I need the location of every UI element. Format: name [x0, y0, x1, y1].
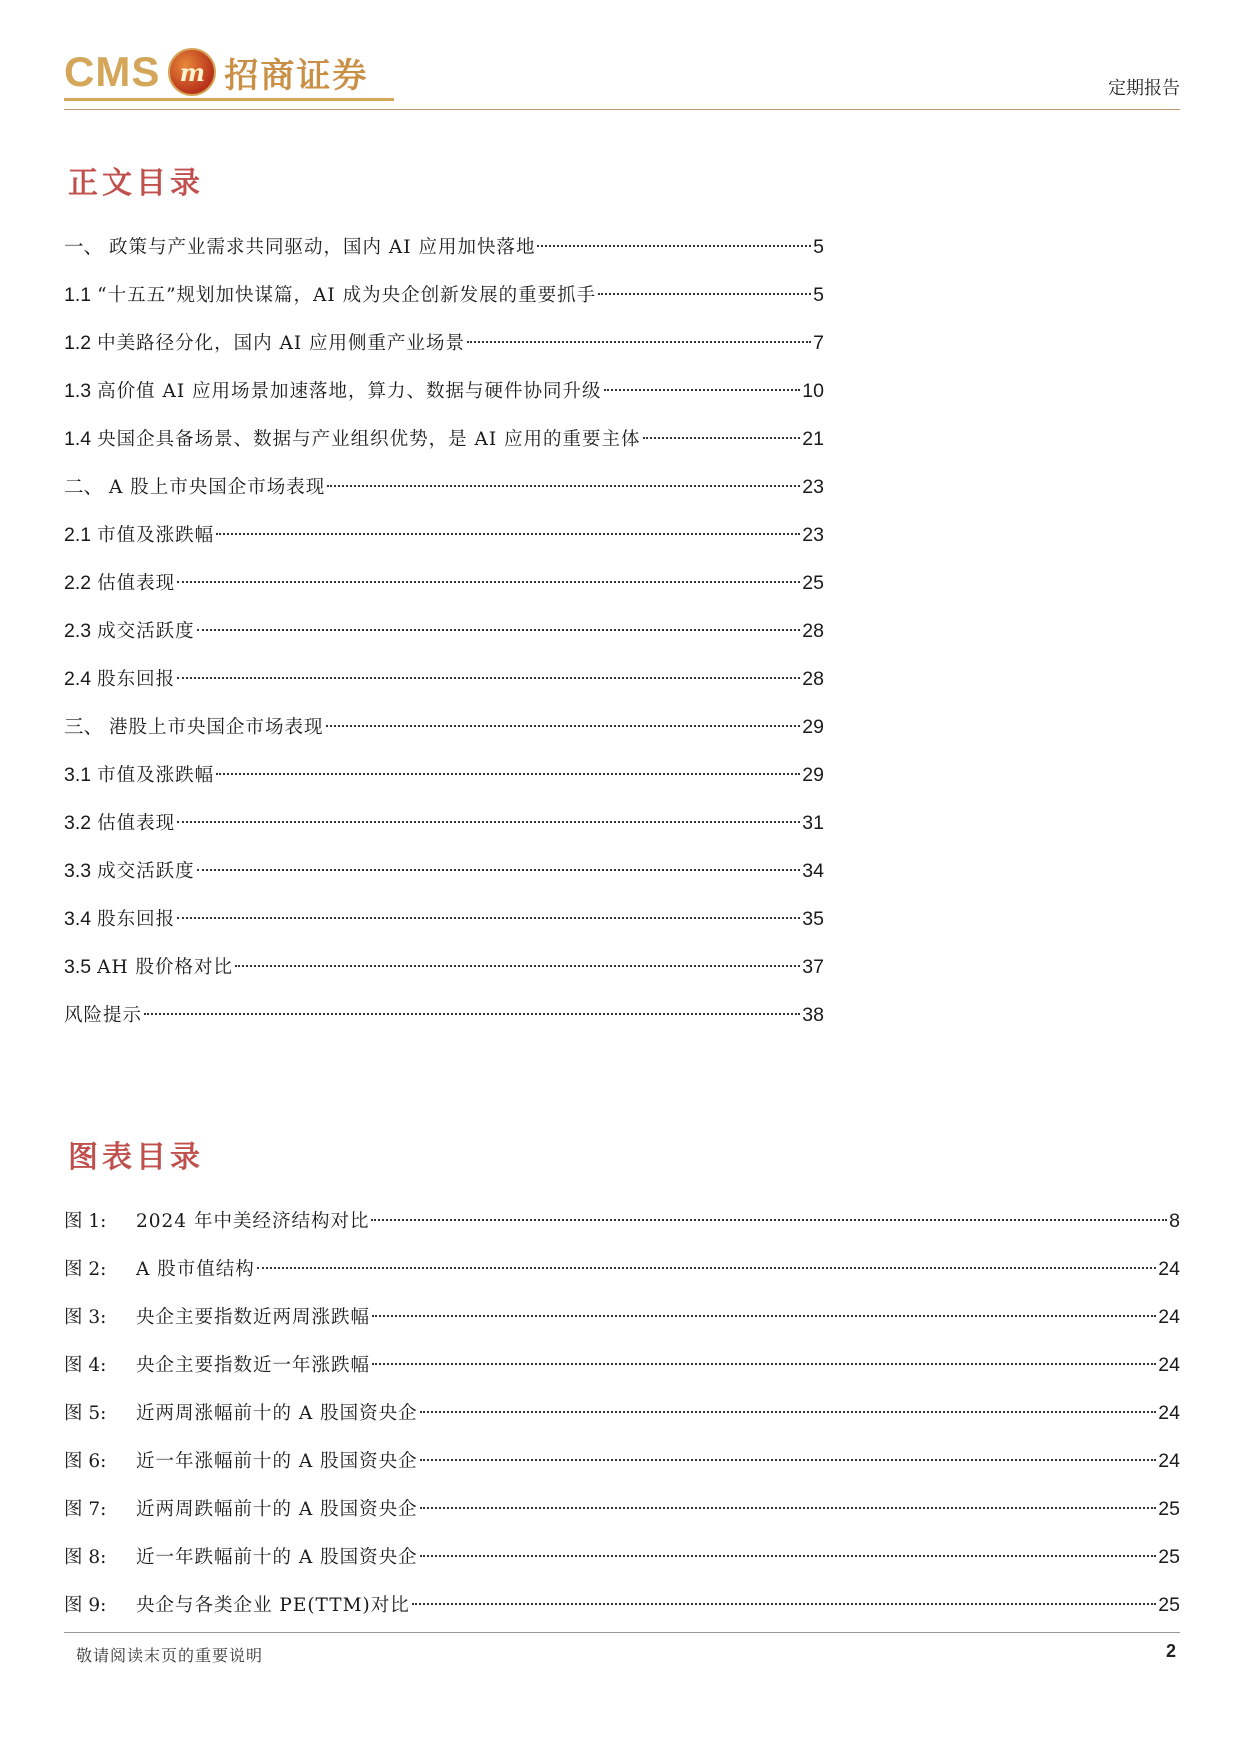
footer-notice: 敬请阅读末页的重要说明	[76, 1646, 264, 1665]
main-toc-title: 正文目录	[68, 166, 204, 201]
toc-leader-dots	[327, 485, 800, 487]
figure-entry-number: 图 6:	[64, 1451, 107, 1472]
toc-entry-label: 成交活跃度	[97, 621, 195, 642]
figure-entry[interactable]	[64, 1245, 1180, 1293]
toc-entry-number: 3.3	[64, 860, 92, 882]
toc-leader-dots	[420, 1507, 1157, 1509]
figure-entry-label: 近一年跌幅前十的 A 股国资央企	[136, 1547, 418, 1568]
figure-entry-label: 央企主要指数近一年涨跌幅	[136, 1355, 371, 1376]
figure-entry-page: 25	[1158, 1594, 1180, 1616]
toc-entry-page: 34	[802, 860, 824, 882]
toc-entry-page: 23	[802, 524, 824, 546]
figure-entry-label: 2024 年中美经济结构对比	[136, 1211, 370, 1232]
toc-entry[interactable]	[64, 607, 824, 655]
figure-entry[interactable]	[64, 1533, 1180, 1581]
toc-leader-dots	[643, 437, 801, 439]
figure-entry[interactable]	[64, 1197, 1180, 1245]
toc-entry-label: A 股上市央国企市场表现	[109, 477, 326, 498]
toc-entry[interactable]	[64, 367, 824, 415]
toc-leader-dots	[412, 1603, 1157, 1605]
figure-entry-number: 图 7:	[64, 1499, 107, 1520]
toc-entry-number: 1.2	[64, 332, 92, 354]
toc-entry-number: 3.5	[64, 956, 92, 978]
logo-cn-text: 招商证券	[224, 55, 369, 96]
figure-entry-number: 图 1:	[64, 1211, 107, 1232]
toc-entry-number: 二、	[64, 476, 104, 498]
logo-underline	[64, 98, 394, 101]
toc-entry-label: “十五五”规划加快谋篇，AI 成为央企创新发展的重要抓手	[97, 285, 597, 306]
figure-toc-list	[64, 1197, 1180, 1629]
figure-entry-page: 24	[1158, 1354, 1180, 1376]
toc-entry[interactable]	[64, 463, 824, 511]
toc-entry-page: 5	[813, 284, 824, 306]
toc-entry-label: 估值表现	[97, 813, 176, 834]
toc-entry-label: 港股上市央国企市场表现	[109, 717, 324, 738]
figure-entry[interactable]	[64, 1581, 1180, 1629]
toc-entry[interactable]	[64, 415, 824, 463]
toc-entry-label: 央国企具备场景、数据与产业组织优势，是 AI 应用的重要主体	[97, 429, 641, 450]
figure-entry-page: 8	[1169, 1210, 1180, 1232]
toc-entry-number: 1.3	[64, 380, 92, 402]
toc-leader-dots	[420, 1459, 1157, 1461]
toc-leader-dots	[371, 1219, 1167, 1221]
toc-entry-label: AH 股价格对比	[97, 957, 233, 978]
figure-entry-page: 25	[1158, 1546, 1180, 1568]
figure-entry-label: 近一年涨幅前十的 A 股国资央企	[136, 1451, 418, 1472]
figure-entry-page: 24	[1158, 1258, 1180, 1280]
figure-entry[interactable]	[64, 1485, 1180, 1533]
toc-entry-label: 市值及涨跌幅	[97, 765, 215, 786]
toc-leader-dots	[420, 1411, 1157, 1413]
figure-entry-page: 24	[1158, 1306, 1180, 1328]
toc-leader-dots	[372, 1315, 1156, 1317]
toc-entry-page: 23	[802, 476, 824, 498]
toc-leader-dots	[235, 965, 800, 967]
figure-entry-label: 央企主要指数近两周涨跌幅	[136, 1307, 371, 1328]
toc-entry[interactable]	[64, 799, 824, 847]
toc-leader-dots	[467, 341, 811, 343]
toc-entry-label: 政策与产业需求共同驱动，国内 AI 应用加快落地	[109, 237, 536, 258]
figure-entry-number: 图 8:	[64, 1547, 107, 1568]
toc-entry[interactable]	[64, 703, 824, 751]
toc-leader-dots	[177, 917, 800, 919]
toc-entry-page: 25	[802, 572, 824, 594]
figure-entry-page: 25	[1158, 1498, 1180, 1520]
toc-leader-dots	[216, 773, 800, 775]
figure-entry-number: 图 5:	[64, 1403, 107, 1424]
toc-leader-dots	[604, 389, 801, 391]
toc-leader-dots	[177, 581, 800, 583]
figure-entry-label: 近两周涨幅前十的 A 股国资央企	[136, 1403, 418, 1424]
toc-entry-number: 一、	[64, 236, 104, 258]
toc-entry-page: 7	[813, 332, 824, 354]
toc-entry-label: 中美路径分化，国内 AI 应用侧重产业场景	[97, 333, 466, 354]
toc-entry[interactable]	[64, 319, 824, 367]
toc-entry[interactable]	[64, 751, 824, 799]
toc-leader-dots	[372, 1363, 1156, 1365]
toc-entry-number: 3.1	[64, 764, 92, 786]
figure-entry-number: 图 4:	[64, 1355, 107, 1376]
toc-entry-number: 2.3	[64, 620, 92, 642]
toc-leader-dots	[420, 1555, 1157, 1557]
logo-emblem-icon: m	[168, 48, 216, 96]
report-type: 定期报告	[1108, 78, 1180, 99]
toc-entry[interactable]	[64, 511, 824, 559]
toc-entry-label: 风险提示	[64, 1005, 143, 1026]
toc-entry-label: 股东回报	[97, 669, 176, 690]
toc-entry[interactable]	[64, 223, 824, 271]
main-toc-list	[64, 223, 824, 1039]
toc-leader-dots	[177, 677, 800, 679]
toc-entry-label: 市值及涨跌幅	[97, 525, 215, 546]
toc-leader-dots	[197, 869, 801, 871]
toc-entry[interactable]	[64, 991, 824, 1039]
toc-entry-page: 37	[802, 956, 824, 978]
logo-cms-text: CMS	[64, 48, 161, 95]
page-header	[64, 38, 1180, 112]
toc-leader-dots	[177, 821, 800, 823]
toc-entry-number: 三、	[64, 716, 104, 738]
toc-entry[interactable]	[64, 895, 824, 943]
toc-entry-page: 35	[802, 908, 824, 930]
toc-entry-number: 3.4	[64, 908, 92, 930]
figure-entry[interactable]	[64, 1293, 1180, 1341]
toc-entry-page: 29	[802, 716, 824, 738]
toc-entry[interactable]	[64, 847, 824, 895]
toc-entry-page: 10	[802, 380, 824, 402]
figure-toc-title: 图表目录	[68, 1140, 204, 1175]
toc-entry-number: 1.1	[64, 284, 92, 306]
page-number: 2	[1165, 1641, 1176, 1661]
figure-entry-page: 24	[1158, 1450, 1180, 1472]
toc-leader-dots	[257, 1267, 1157, 1269]
figure-entry-label: 近两周跌幅前十的 A 股国资央企	[136, 1499, 418, 1520]
toc-leader-dots	[598, 293, 811, 295]
figure-entry-page: 24	[1158, 1402, 1180, 1424]
cms-logo	[64, 44, 368, 100]
toc-leader-dots	[216, 533, 800, 535]
toc-leader-dots	[144, 1013, 800, 1015]
toc-entry-number: 2.2	[64, 572, 92, 594]
toc-entry-number: 2.4	[64, 668, 92, 690]
toc-entry-page: 29	[802, 764, 824, 786]
figure-entry[interactable]	[64, 1341, 1180, 1389]
toc-entry-page: 28	[802, 620, 824, 642]
toc-entry[interactable]	[64, 271, 824, 319]
toc-entry-page: 28	[802, 668, 824, 690]
footer-divider	[64, 1632, 1180, 1633]
toc-entry[interactable]	[64, 655, 824, 703]
toc-entry-page: 5	[813, 236, 824, 258]
toc-entry-page: 38	[802, 1004, 824, 1026]
toc-entry-page: 31	[802, 812, 824, 834]
figure-entry[interactable]	[64, 1437, 1180, 1485]
figure-entry-number: 图 3:	[64, 1307, 107, 1328]
toc-entry-label: 成交活跃度	[97, 861, 195, 882]
figure-entry-number: 图 9:	[64, 1595, 107, 1616]
toc-entry[interactable]	[64, 559, 824, 607]
toc-entry-number: 3.2	[64, 812, 92, 834]
toc-entry[interactable]	[64, 943, 824, 991]
toc-entry-number: 2.1	[64, 524, 92, 546]
toc-entry-label: 高价值 AI 应用场景加速落地，算力、数据与硬件协同升级	[97, 381, 602, 402]
toc-leader-dots	[326, 725, 801, 727]
figure-entry-number: 图 2:	[64, 1259, 107, 1280]
figure-entry-label: A 股市值结构	[136, 1259, 255, 1280]
toc-entry-page: 21	[802, 428, 824, 450]
figure-entry[interactable]	[64, 1389, 1180, 1437]
toc-leader-dots	[197, 629, 801, 631]
toc-leader-dots	[537, 245, 811, 247]
header-divider	[64, 109, 1180, 110]
figure-entry-label: 央企与各类企业 PE(TTM)对比	[136, 1595, 410, 1616]
toc-entry-label: 股东回报	[97, 909, 176, 930]
toc-entry-label: 估值表现	[97, 573, 176, 594]
toc-entry-number: 1.4	[64, 428, 92, 450]
